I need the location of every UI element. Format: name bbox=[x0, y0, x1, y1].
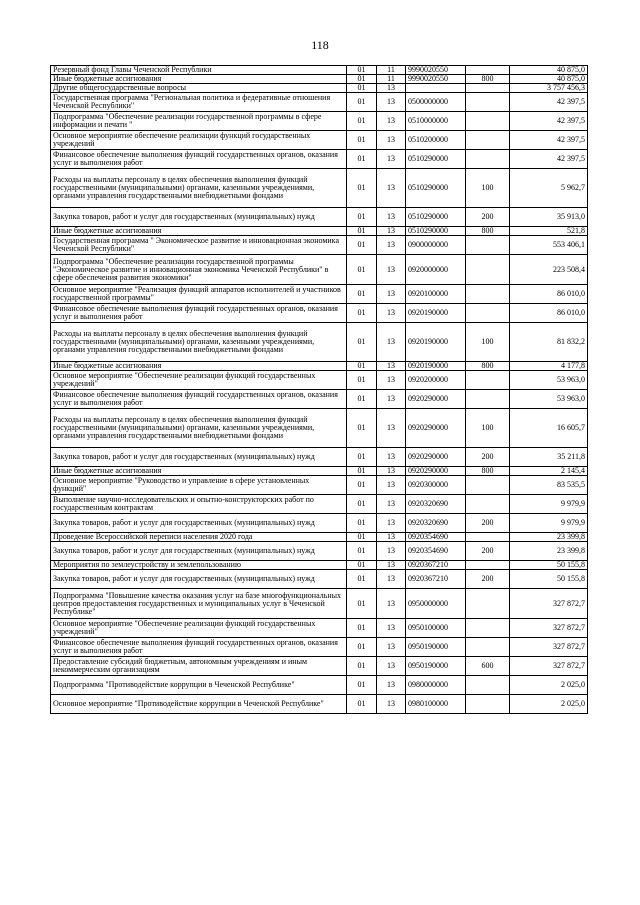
cell-rz: 01 bbox=[347, 390, 377, 409]
cell-cs: 0900000000 bbox=[406, 236, 466, 255]
cell-name: Резервный фонд Главы Чеченской Республики bbox=[51, 66, 347, 75]
cell-cs: 0920290000 bbox=[406, 390, 466, 409]
cell-pr: 13 bbox=[377, 390, 406, 409]
cell-pr: 13 bbox=[377, 514, 406, 533]
cell-pr: 13 bbox=[377, 285, 406, 304]
cell-rz: 01 bbox=[347, 589, 377, 619]
cell-rz: 01 bbox=[347, 676, 377, 695]
cell-sum: 327 872,7 bbox=[510, 657, 588, 676]
cell-vr bbox=[466, 695, 510, 714]
cell-name: Основное мероприятие "Противодействие коррупции в Чеченской Республике" bbox=[51, 695, 347, 714]
cell-name: Предоставление субсидий бюджетным, автономным учреждениям и иным некоммерческим организациям bbox=[51, 657, 347, 676]
cell-name: Закупка товаров, работ и услуг для государственных (муниципальных) нужд bbox=[51, 208, 347, 227]
cell-cs: 0920320690 bbox=[406, 514, 466, 533]
cell-name: Иные бюджетные ассигнования bbox=[51, 227, 347, 236]
table-row bbox=[51, 676, 588, 695]
table-row bbox=[51, 495, 588, 514]
cell-sum: 553 406,1 bbox=[510, 236, 588, 255]
cell-vr bbox=[466, 390, 510, 409]
cell-vr bbox=[466, 476, 510, 495]
table-row bbox=[51, 66, 588, 75]
cell-name: Иные бюджетные ассигнования bbox=[51, 467, 347, 476]
cell-vr bbox=[466, 66, 510, 75]
cell-pr: 13 bbox=[377, 619, 406, 638]
cell-rz: 01 bbox=[347, 561, 377, 570]
cell-name: Финансовое обеспечение выполнения функций государственных органов, оказания услуг и выполнения работ bbox=[51, 638, 347, 657]
cell-vr: 200 bbox=[466, 542, 510, 561]
cell-rz: 01 bbox=[347, 75, 377, 84]
cell-sum: 81 832,2 bbox=[510, 323, 588, 362]
cell-cs: 0920190000 bbox=[406, 304, 466, 323]
table-row bbox=[51, 589, 588, 619]
budget-table-body bbox=[51, 66, 588, 714]
cell-cs: 0950190000 bbox=[406, 657, 466, 676]
cell-cs: 0920000000 bbox=[406, 255, 466, 285]
cell-sum: 86 010,0 bbox=[510, 285, 588, 304]
cell-pr: 13 bbox=[377, 561, 406, 570]
cell-rz: 01 bbox=[347, 371, 377, 390]
cell-name: Иные бюджетные ассигнования bbox=[51, 75, 347, 84]
table-row bbox=[51, 323, 588, 362]
cell-name: Закупка товаров, работ и услуг для государственных (муниципальных) нужд bbox=[51, 514, 347, 533]
cell-pr: 13 bbox=[377, 448, 406, 467]
cell-rz: 01 bbox=[347, 304, 377, 323]
table-row bbox=[51, 93, 588, 112]
cell-sum: 35 913,0 bbox=[510, 208, 588, 227]
cell-name: Основное мероприятие "Обеспечение реализации функций государственных учреждений" bbox=[51, 619, 347, 638]
cell-sum: 3 757 456,3 bbox=[510, 84, 588, 93]
cell-name: Расходы на выплаты персоналу в целях обеспечения выполнения функций государственными (муниципальными) органами, казенными учреждениями, органами управления государственными внебюджетными фондами bbox=[51, 323, 347, 362]
cell-cs: 0920290000 bbox=[406, 448, 466, 467]
cell-rz: 01 bbox=[347, 227, 377, 236]
table-row bbox=[51, 467, 588, 476]
cell-sum: 2 025,0 bbox=[510, 695, 588, 714]
cell-sum: 9 979,9 bbox=[510, 495, 588, 514]
cell-rz: 01 bbox=[347, 495, 377, 514]
cell-vr bbox=[466, 84, 510, 93]
cell-rz: 01 bbox=[347, 362, 377, 371]
cell-cs: 0510290000 bbox=[406, 169, 466, 208]
cell-sum: 2 145,4 bbox=[510, 467, 588, 476]
cell-rz: 01 bbox=[347, 236, 377, 255]
cell-name: Подпрограмма "Обеспечение реализации государственной программы в сфере информации и печати " bbox=[51, 112, 347, 131]
cell-sum: 327 872,7 bbox=[510, 619, 588, 638]
cell-name: Подпрограмма "Противодействие коррупции в Чеченской Республике" bbox=[51, 676, 347, 695]
cell-sum: 327 872,7 bbox=[510, 589, 588, 619]
table-row bbox=[51, 695, 588, 714]
cell-vr bbox=[466, 676, 510, 695]
table-row bbox=[51, 208, 588, 227]
table-row bbox=[51, 285, 588, 304]
cell-sum: 53 963,0 bbox=[510, 371, 588, 390]
cell-cs: 0980000000 bbox=[406, 676, 466, 695]
table-row bbox=[51, 638, 588, 657]
cell-sum: 83 535,5 bbox=[510, 476, 588, 495]
cell-rz: 01 bbox=[347, 66, 377, 75]
cell-pr: 13 bbox=[377, 112, 406, 131]
cell-sum: 40 875,0 bbox=[510, 66, 588, 75]
cell-cs: 0920190000 bbox=[406, 362, 466, 371]
cell-pr: 13 bbox=[377, 236, 406, 255]
cell-vr bbox=[466, 533, 510, 542]
cell-rz: 01 bbox=[347, 112, 377, 131]
cell-name: Выполнение научно-исследовательских и опытно-конструкторских работ по государственным контрактам bbox=[51, 495, 347, 514]
cell-cs: 0950190000 bbox=[406, 638, 466, 657]
cell-pr: 13 bbox=[377, 131, 406, 150]
cell-name: Закупка товаров, работ и услуг для государственных (муниципальных) нужд bbox=[51, 448, 347, 467]
cell-rz: 01 bbox=[347, 169, 377, 208]
cell-vr: 100 bbox=[466, 409, 510, 448]
cell-cs: 0920290000 bbox=[406, 467, 466, 476]
cell-name: Подпрограмма "Обеспечение реализации государственной программы "Экономическое развитие и инновационная экономика Чеченской Республики" в сфере обеспечения развития экономики" bbox=[51, 255, 347, 285]
cell-name: Основное мероприятие обеспечение реализации функций государственных учреждений bbox=[51, 131, 347, 150]
cell-name: Закупка товаров, работ и услуг для государственных (муниципальных) нужд bbox=[51, 570, 347, 589]
table-row bbox=[51, 533, 588, 542]
cell-vr bbox=[466, 255, 510, 285]
table-row bbox=[51, 255, 588, 285]
cell-vr bbox=[466, 285, 510, 304]
cell-name: Основное мероприятие "Обеспечение реализации функций государственных учреждений" bbox=[51, 371, 347, 390]
cell-vr bbox=[466, 304, 510, 323]
table-row bbox=[51, 84, 588, 93]
cell-vr bbox=[466, 93, 510, 112]
cell-sum: 42 397,5 bbox=[510, 93, 588, 112]
cell-sum: 42 397,5 bbox=[510, 150, 588, 169]
cell-vr bbox=[466, 236, 510, 255]
cell-vr: 200 bbox=[466, 208, 510, 227]
cell-sum: 5 962,7 bbox=[510, 169, 588, 208]
cell-pr: 13 bbox=[377, 589, 406, 619]
cell-pr: 13 bbox=[377, 495, 406, 514]
cell-sum: 16 605,7 bbox=[510, 409, 588, 448]
cell-sum: 35 211,8 bbox=[510, 448, 588, 467]
cell-sum: 50 155,8 bbox=[510, 561, 588, 570]
cell-cs: 0510200000 bbox=[406, 131, 466, 150]
table-row bbox=[51, 570, 588, 589]
cell-cs: 9990020550 bbox=[406, 75, 466, 84]
cell-name: Проведение Всероссийской переписи населения 2020 года bbox=[51, 533, 347, 542]
cell-sum: 223 508,4 bbox=[510, 255, 588, 285]
cell-cs: 0920354690 bbox=[406, 542, 466, 561]
table-row bbox=[51, 304, 588, 323]
table-row bbox=[51, 169, 588, 208]
cell-vr bbox=[466, 131, 510, 150]
cell-name: Финансовое обеспечение выполнения функций государственных органов, оказания услуг и выполнения работ bbox=[51, 150, 347, 169]
cell-vr: 800 bbox=[466, 362, 510, 371]
table-row bbox=[51, 657, 588, 676]
cell-vr bbox=[466, 561, 510, 570]
cell-pr: 13 bbox=[377, 323, 406, 362]
page-number: 118 bbox=[311, 38, 329, 52]
cell-pr: 13 bbox=[377, 476, 406, 495]
cell-cs: 0500000000 bbox=[406, 93, 466, 112]
cell-pr: 13 bbox=[377, 695, 406, 714]
cell-name: Финансовое обеспечение выполнения функций государственных органов, оказания услуг и выполнения работ bbox=[51, 304, 347, 323]
cell-vr bbox=[466, 638, 510, 657]
cell-rz: 01 bbox=[347, 638, 377, 657]
cell-rz: 01 bbox=[347, 255, 377, 285]
cell-cs: 0950100000 bbox=[406, 619, 466, 638]
cell-rz: 01 bbox=[347, 619, 377, 638]
cell-vr: 100 bbox=[466, 169, 510, 208]
cell-cs: 0920100000 bbox=[406, 285, 466, 304]
cell-cs: 0920367210 bbox=[406, 561, 466, 570]
cell-rz: 01 bbox=[347, 448, 377, 467]
cell-name: Основное мероприятие "Руководство и управление в сфере установленных функций" bbox=[51, 476, 347, 495]
table-row bbox=[51, 371, 588, 390]
cell-name: Государственная программа "Региональная политика и федеративные отношения Чеченской Республики" bbox=[51, 93, 347, 112]
cell-sum: 327 872,7 bbox=[510, 638, 588, 657]
cell-pr: 13 bbox=[377, 657, 406, 676]
cell-vr: 200 bbox=[466, 570, 510, 589]
cell-pr: 13 bbox=[377, 467, 406, 476]
cell-vr bbox=[466, 112, 510, 131]
cell-sum: 521,8 bbox=[510, 227, 588, 236]
cell-rz: 01 bbox=[347, 657, 377, 676]
cell-cs: 0920200000 bbox=[406, 371, 466, 390]
cell-rz: 01 bbox=[347, 409, 377, 448]
cell-cs: 0950000000 bbox=[406, 589, 466, 619]
cell-vr: 200 bbox=[466, 514, 510, 533]
cell-pr: 13 bbox=[377, 84, 406, 93]
cell-sum: 4 177,8 bbox=[510, 362, 588, 371]
cell-name: Иные бюджетные ассигнования bbox=[51, 362, 347, 371]
cell-rz: 01 bbox=[347, 208, 377, 227]
budget-table bbox=[50, 65, 588, 714]
cell-name: Финансовое обеспечение выполнения функций государственных органов, оказания услуг и выполнения работ bbox=[51, 390, 347, 409]
cell-rz: 01 bbox=[347, 514, 377, 533]
cell-vr: 100 bbox=[466, 323, 510, 362]
cell-pr: 13 bbox=[377, 304, 406, 323]
table-row bbox=[51, 75, 588, 84]
cell-cs: 0920354690 bbox=[406, 533, 466, 542]
cell-pr: 13 bbox=[377, 676, 406, 695]
cell-rz: 01 bbox=[347, 542, 377, 561]
cell-pr: 11 bbox=[377, 75, 406, 84]
table-row bbox=[51, 362, 588, 371]
cell-rz: 01 bbox=[347, 131, 377, 150]
cell-rz: 01 bbox=[347, 570, 377, 589]
cell-sum: 86 010,0 bbox=[510, 304, 588, 323]
cell-pr: 13 bbox=[377, 227, 406, 236]
table-row bbox=[51, 514, 588, 533]
cell-pr: 13 bbox=[377, 255, 406, 285]
cell-cs: 0510290000 bbox=[406, 208, 466, 227]
cell-name: Основное мероприятие "Реализация функций аппаратов исполнителей и участников государственной программы" bbox=[51, 285, 347, 304]
cell-sum: 23 399,8 bbox=[510, 533, 588, 542]
cell-name: Расходы на выплаты персоналу в целях обеспечения выполнения функций государственными (муниципальными) органами, казенными учреждениями, органами управления государственными внебюджетными фондами bbox=[51, 169, 347, 208]
table-row bbox=[51, 542, 588, 561]
cell-vr bbox=[466, 495, 510, 514]
cell-name: Закупка товаров, работ и услуг для государственных (муниципальных) нужд bbox=[51, 542, 347, 561]
cell-cs: 0980100000 bbox=[406, 695, 466, 714]
cell-sum: 40 875,0 bbox=[510, 75, 588, 84]
cell-cs: 0920320690 bbox=[406, 495, 466, 514]
cell-cs: 0920367210 bbox=[406, 570, 466, 589]
cell-pr: 13 bbox=[377, 150, 406, 169]
cell-sum: 23 399,8 bbox=[510, 542, 588, 561]
cell-sum: 2 025,0 bbox=[510, 676, 588, 695]
table-row bbox=[51, 236, 588, 255]
cell-vr: 600 bbox=[466, 657, 510, 676]
cell-cs: 9990020550 bbox=[406, 66, 466, 75]
table-row bbox=[51, 150, 588, 169]
cell-vr: 800 bbox=[466, 467, 510, 476]
cell-rz: 01 bbox=[347, 533, 377, 542]
cell-name: Расходы на выплаты персоналу в целях обеспечения выполнения функций государственными (муниципальными) органами, казенными учреждениями, органами управления государственными внебюджетными фондами bbox=[51, 409, 347, 448]
cell-rz: 01 bbox=[347, 323, 377, 362]
cell-name: Государственная программа " Экономическое развитие и инновационная экономика Чеченской Республики" bbox=[51, 236, 347, 255]
cell-sum: 9 979,9 bbox=[510, 514, 588, 533]
cell-pr: 13 bbox=[377, 208, 406, 227]
cell-pr: 13 bbox=[377, 371, 406, 390]
table-row bbox=[51, 112, 588, 131]
cell-cs: 0920190000 bbox=[406, 323, 466, 362]
table-row bbox=[51, 476, 588, 495]
table-row bbox=[51, 131, 588, 150]
cell-sum: 53 963,0 bbox=[510, 390, 588, 409]
cell-pr: 13 bbox=[377, 409, 406, 448]
cell-sum: 50 155,8 bbox=[510, 570, 588, 589]
cell-cs bbox=[406, 84, 466, 93]
table-row bbox=[51, 390, 588, 409]
cell-cs: 0920290000 bbox=[406, 409, 466, 448]
cell-vr: 800 bbox=[466, 227, 510, 236]
table-row bbox=[51, 619, 588, 638]
cell-sum: 42 397,5 bbox=[510, 131, 588, 150]
cell-rz: 01 bbox=[347, 695, 377, 714]
cell-name: Мероприятия по землеустройству и землепользованию bbox=[51, 561, 347, 570]
cell-vr bbox=[466, 619, 510, 638]
cell-name: Подпрограмма "Повышение качества оказания услуг на базе многофункциональных центров предоставления государственных и муниципальных услуг в Чеченской Республике" bbox=[51, 589, 347, 619]
cell-rz: 01 bbox=[347, 84, 377, 93]
cell-rz: 01 bbox=[347, 150, 377, 169]
cell-vr bbox=[466, 150, 510, 169]
cell-rz: 01 bbox=[347, 285, 377, 304]
cell-pr: 13 bbox=[377, 93, 406, 112]
table-row bbox=[51, 561, 588, 570]
table-row bbox=[51, 409, 588, 448]
cell-cs: 0920300000 bbox=[406, 476, 466, 495]
cell-name: Другие общегосударственные вопросы bbox=[51, 84, 347, 93]
cell-pr: 13 bbox=[377, 638, 406, 657]
cell-pr: 11 bbox=[377, 66, 406, 75]
cell-rz: 01 bbox=[347, 93, 377, 112]
cell-pr: 13 bbox=[377, 533, 406, 542]
cell-vr: 800 bbox=[466, 75, 510, 84]
cell-rz: 01 bbox=[347, 467, 377, 476]
table-row bbox=[51, 448, 588, 467]
cell-vr bbox=[466, 589, 510, 619]
cell-pr: 13 bbox=[377, 570, 406, 589]
cell-pr: 13 bbox=[377, 169, 406, 208]
table-row bbox=[51, 227, 588, 236]
cell-pr: 13 bbox=[377, 542, 406, 561]
cell-sum: 42 397,5 bbox=[510, 112, 588, 131]
cell-cs: 0510290000 bbox=[406, 150, 466, 169]
cell-cs: 0510290000 bbox=[406, 227, 466, 236]
cell-rz: 01 bbox=[347, 476, 377, 495]
cell-vr: 200 bbox=[466, 448, 510, 467]
cell-cs: 0510000000 bbox=[406, 112, 466, 131]
cell-vr bbox=[466, 371, 510, 390]
cell-pr: 13 bbox=[377, 362, 406, 371]
